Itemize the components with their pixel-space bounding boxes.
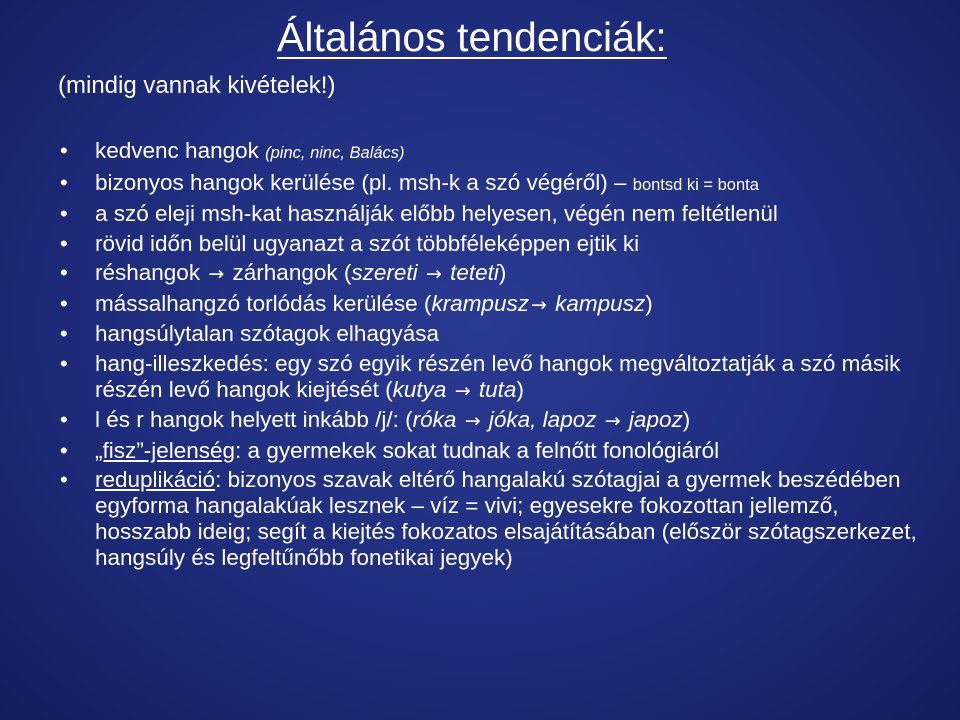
bullet-icon: • xyxy=(60,230,68,256)
bullet-text: rövid időn belül ugyanazt a szót többféleképpen ejtik ki xyxy=(95,230,640,256)
bullet-icon: • xyxy=(60,321,68,346)
bullet-text: hangsúlytalan szótagok elhagyása xyxy=(95,321,439,346)
bullet-icon: • xyxy=(60,138,68,163)
bullet-icon: • xyxy=(60,201,68,226)
bullet-icon: • xyxy=(60,437,68,463)
bullet-item xyxy=(58,170,938,198)
bullet-item xyxy=(58,321,938,347)
example-word: teteti xyxy=(450,260,499,285)
bullet-text: kedvenc hangok xyxy=(95,138,259,163)
example-word: kutya xyxy=(392,376,447,402)
bullet-item xyxy=(58,407,938,434)
example-word: róka xyxy=(412,407,457,432)
arrow-icon: → xyxy=(425,263,442,285)
bullet-text: : a gyermekek sokat tudnak a felnőtt fonológiáról xyxy=(235,437,720,463)
arrow-icon: → xyxy=(530,293,547,316)
bullet-item xyxy=(58,231,938,257)
bullet-icon: • xyxy=(60,467,68,492)
bullet-text: hang-illeszkedés: egy szó egyik részén levő hangok megváltoztatják a szó másik részén levő hangok kiejtését ( xyxy=(95,350,901,402)
bullet-text: : bizonyos szavak eltérő hangalakú szótagjai a gyermek beszédében egyforma hangalakúak lesznek – víz = vivi; egyesekre fokozottan jellemző, hosszabb ideig; segít a kiejtés fokozatos elsajátításában (először szótagszerkezet, hangsúly és legfeltűnőbb fonetikai jegyek) xyxy=(95,467,917,570)
bullet-item xyxy=(58,438,938,464)
arrow-icon: → xyxy=(454,379,471,402)
bullet-text: bizonyos hangok kerülése (pl. msh-k a szó végéről) – xyxy=(95,169,627,195)
arrow-icon: → xyxy=(208,263,225,285)
example-word: japoz xyxy=(628,407,683,432)
bullet-text: l és r hangok helyett inkább /j/: ( xyxy=(95,407,413,432)
example-word: jóka, lapoz xyxy=(488,407,597,432)
example-word: kampusz xyxy=(555,290,646,316)
example-word: szereti xyxy=(351,260,418,285)
arrow-icon: → xyxy=(464,410,481,432)
bullet-item xyxy=(58,138,938,166)
bullet-icon: • xyxy=(60,407,68,432)
bullet-icon: • xyxy=(60,260,68,285)
bullet-icon: • xyxy=(60,169,68,195)
bullet-icon: • xyxy=(60,350,68,376)
bullet-text: ) xyxy=(645,290,653,316)
arrow-icon: → xyxy=(604,410,621,432)
bullet-text: mássalhangzó torlódás kerülése ( xyxy=(95,290,432,316)
bullet-item xyxy=(58,260,938,287)
example-word: tuta xyxy=(478,376,517,402)
term-label: reduplikáció xyxy=(95,467,216,492)
bullet-list xyxy=(58,138,938,575)
bullet-text: a szó eleji msh-kat használják előbb helyesen, végén nem feltétlenül xyxy=(95,201,778,226)
bullet-note: (pinc, ninc, Balács) xyxy=(265,144,405,162)
term-label: „fisz”-jelenség xyxy=(95,437,236,463)
example-word: krampusz xyxy=(431,290,529,316)
bullet-item xyxy=(58,201,938,227)
bullet-text: ) xyxy=(516,376,524,402)
slide-title: Általános tendenciák: xyxy=(277,14,667,60)
bullet-text: réshangok xyxy=(95,260,201,285)
slide-subtitle: (mindig vannak kivételek!) xyxy=(58,72,336,99)
bullet-text: zárhangok ( xyxy=(232,260,352,285)
bullet-icon: • xyxy=(60,290,68,316)
bullet-item xyxy=(58,467,938,571)
bullet-item xyxy=(58,351,938,404)
bullet-example: bontsd ki = bonta xyxy=(632,175,759,194)
bullet-text: ) xyxy=(498,260,507,285)
bullet-item xyxy=(58,291,938,318)
bullet-text: ) xyxy=(682,407,691,432)
